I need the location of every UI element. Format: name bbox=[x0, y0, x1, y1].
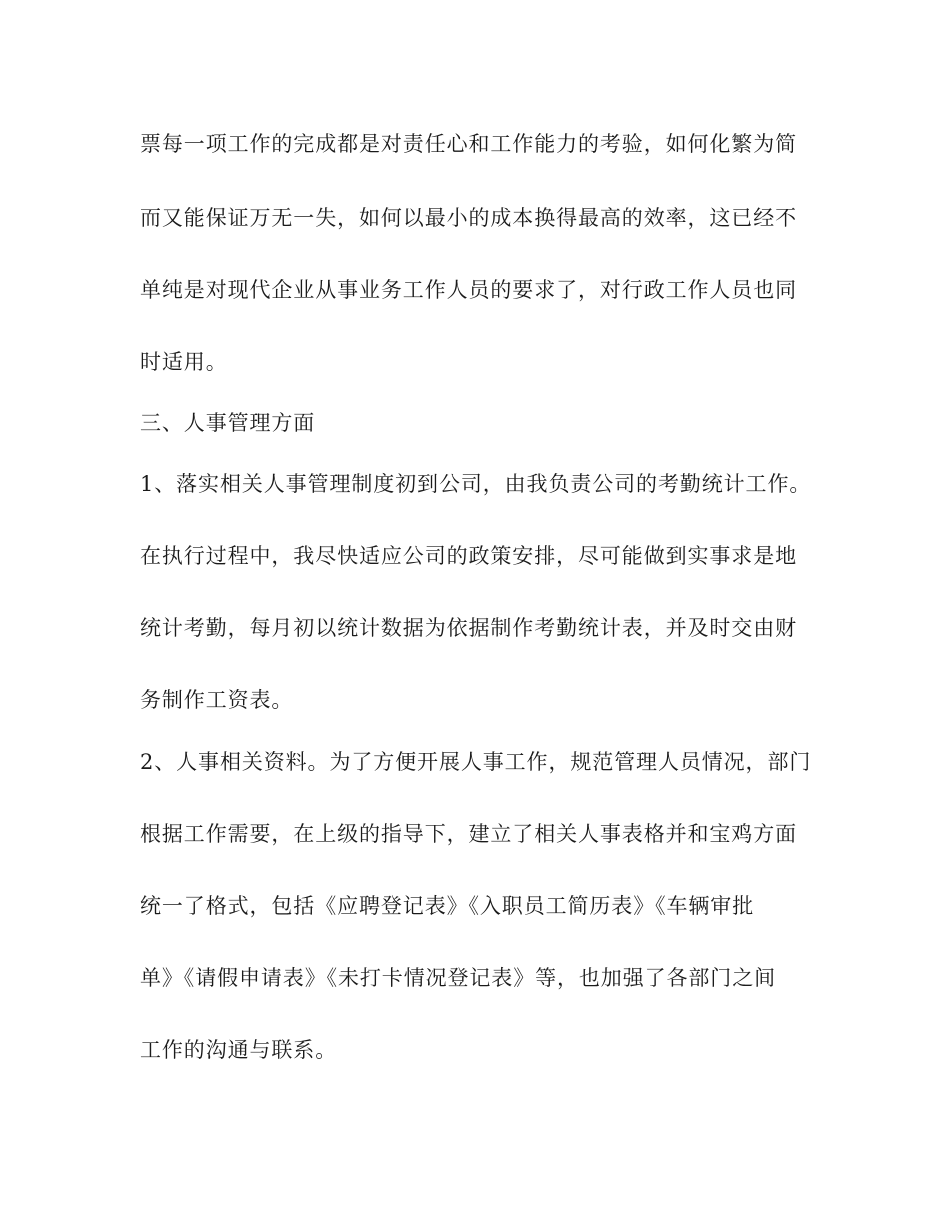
paragraph-line: 单》《请假申请表》《未打卡情况登记表》等，也加强了各部门之间 bbox=[140, 966, 776, 990]
section-heading: 三、人事管理方面 bbox=[140, 411, 316, 435]
paragraph-line: 在执行过程中，我尽快适应公司的政策安排，尽可能做到实事求是地 bbox=[140, 544, 797, 568]
paragraph-line: 票每一项工作的完成都是对责任心和工作能力的考验，如何化繁为简 bbox=[140, 132, 797, 156]
paragraph-line: 1、落实相关人事管理制度初到公司，由我负责公司的考勤统计工作。 bbox=[140, 472, 812, 496]
paragraph-line: 而又能保证万无一失，如何以最小的成本换得最高的效率，这已经不 bbox=[140, 206, 797, 230]
paragraph-line: 根据工作需要，在上级的指导下，建立了相关人事表格并和宝鸡方面 bbox=[140, 822, 797, 846]
paragraph-line: 时适用。 bbox=[140, 350, 228, 374]
paragraph-line: 统一了格式，包括《应聘登记表》《入职员工简历表》《车辆审批 bbox=[140, 894, 755, 918]
paragraph-line: 2、人事相关资料。为了方便开展人事工作，规范管理人员情况，部门 bbox=[140, 750, 812, 774]
paragraph-line: 统计考勤，每月初以统计数据为依据制作考勤统计表，并及时交由财 bbox=[140, 616, 797, 640]
paragraph-line: 务制作工资表。 bbox=[140, 688, 294, 712]
paragraph-line: 工作的沟通与联系。 bbox=[140, 1038, 338, 1062]
paragraph-line: 单纯是对现代企业从事业务工作人员的要求了，对行政工作人员也同 bbox=[140, 278, 797, 302]
